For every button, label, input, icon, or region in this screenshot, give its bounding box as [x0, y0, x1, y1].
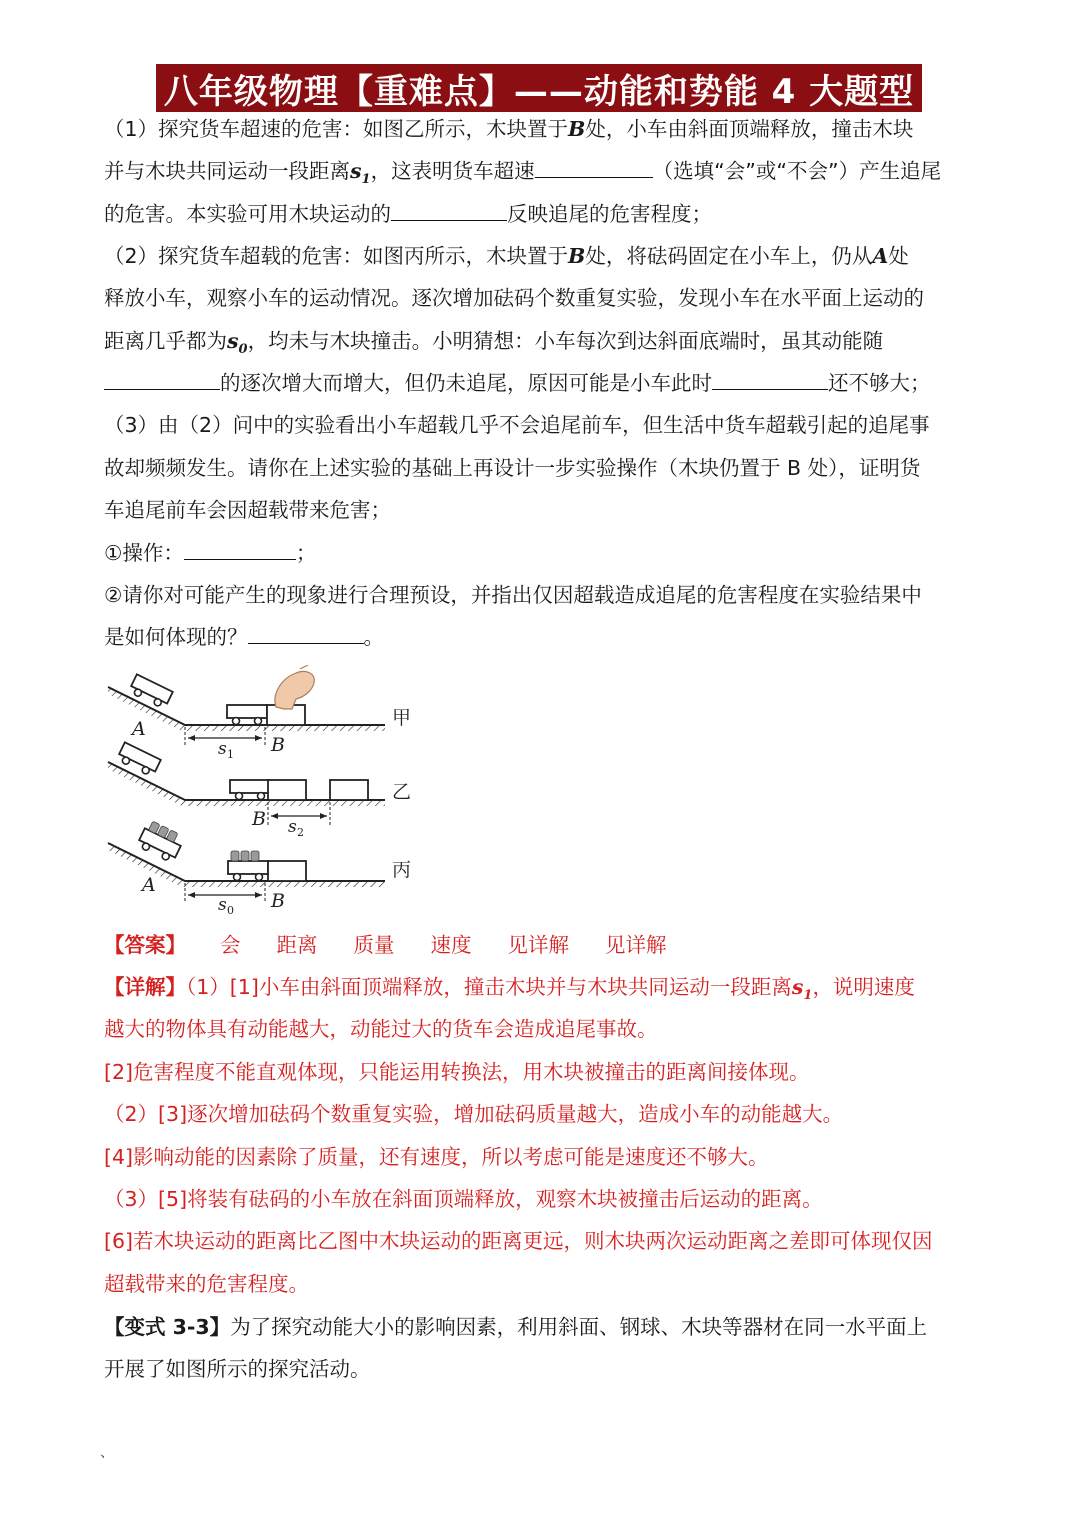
cart-at-block	[230, 780, 270, 800]
label-s2: s	[288, 817, 297, 837]
explanation-line-2: 越大的物体具有动能越大，动能过大的货车会造成追尾事故。	[104, 1017, 658, 1041]
label-B-bing: B	[271, 890, 285, 912]
wood-block	[268, 861, 306, 881]
q3-operation-line: ①操作： ；	[104, 541, 317, 565]
label-yi: 乙	[392, 781, 412, 803]
answer-item: 见详解	[507, 933, 569, 957]
wood-block-moved	[330, 780, 368, 800]
weighted-cart-on-slope	[136, 819, 185, 863]
explanation-line-6: （3）[5]将装有砝码的小车放在斜面顶端释放，观察木块被撞击后运动的距离。	[104, 1187, 823, 1211]
label-A-jia: A	[132, 718, 146, 740]
explanation-line-1: 【详解】（1）[1]小车由斜面顶端释放，撞击木块并与木块共同运动一段距离$s_1$，说明速度	[104, 975, 915, 1004]
cart-at-block	[227, 705, 267, 725]
label-s1-sub: 1	[227, 748, 234, 761]
answer-label: 【答案】	[104, 933, 186, 957]
variant-label: 【变式 3-3】	[104, 1315, 231, 1339]
page-title: 八年级物理【重难点】——动能和势能 4 大题型	[156, 64, 922, 112]
q3-line-3: 车追尾前车会因超载带来危害；	[104, 498, 391, 522]
variant-line-2: 开展了如图所示的探究活动。	[104, 1357, 371, 1381]
q1-line-2: 并与木块共同运动一段距离$s_1$，这表明货车超速 （选填“会”或“不会”）产生追尾	[104, 159, 942, 188]
explanation-label: 【详解】	[104, 975, 186, 999]
setup-yi	[108, 742, 385, 825]
label-s2-sub: 2	[297, 826, 304, 839]
experiment-diagram	[100, 665, 430, 920]
answer-blank-4[interactable]	[712, 369, 828, 390]
explanation-line-3: [2]危害程度不能直观体现，只能运用转换法，用木块被撞击的距离间接体现。	[104, 1060, 810, 1084]
q2-line-2: 释放小车，观察小车的运动情况。逐次增加砝码个数重复实验，发现小车在水平面上运动的	[104, 286, 924, 310]
answer-line	[104, 930, 703, 960]
label-s1: s	[218, 739, 227, 759]
q3-line-1: （3）由（2）问中的实验看出小车超载几乎不会追尾前车，但生活中货车超载引起的追尾事	[104, 413, 930, 437]
answer-blank-2[interactable]	[391, 200, 507, 221]
q3-prediction-line-1: ②请你对可能产生的现象进行合理预设，并指出仅因超载造成追尾的危害程度在实验结果中	[104, 583, 922, 607]
explanation-line-8: 超载带来的危害程度。	[104, 1272, 309, 1296]
explanation-line-7: [6]若木块运动的距离比乙图中木块运动的距离更远，则木块两次运动距离之差即可体现仅因	[104, 1229, 933, 1253]
stray-mark: 、	[100, 1445, 114, 1461]
variant-line-1: 【变式 3-3】为了探究动能大小的影响因素，利用斜面、钢球、木块等器材在同一水平面上	[104, 1315, 928, 1339]
q3-line-2: 故却频频发生。请你在上述实验的基础上再设计一步实验操作（木块仍置于 B 处），证明货	[104, 456, 921, 480]
setup-jia	[108, 665, 385, 745]
answer-item: 速度	[430, 933, 472, 957]
answer-item: 见详解	[605, 933, 667, 957]
label-s0: s	[218, 895, 227, 915]
answer-blank-6[interactable]	[248, 623, 364, 644]
label-s0-sub: 0	[227, 904, 234, 917]
label-bing: 丙	[392, 859, 412, 881]
hand-icon	[275, 665, 314, 709]
label-B-jia: B	[271, 734, 285, 756]
q1-line-1: （1）探究货车超速的危害：如图乙所示，木块置于B处，小车由斜面顶端释放，撞击木块	[104, 117, 914, 141]
answer-item: 距离	[276, 933, 318, 957]
answer-item: 会	[220, 933, 241, 957]
explanation-line-4: （2）[3]逐次增加砝码个数重复实验，增加砝码质量越大，造成小车的动能越大。	[104, 1102, 844, 1126]
answer-blank-5[interactable]	[184, 539, 296, 560]
q1-line-3: 的危害。本实验可用木块运动的 反映追尾的危害程度；	[104, 202, 712, 226]
q2-line-3: 距离几乎都为$s_0$，均未与木块撞击。小明猜想：小车每次到达斜面底端时，虽其动能随	[104, 329, 884, 358]
answer-item: 质量	[353, 933, 395, 957]
weighted-cart-at-block	[228, 851, 268, 881]
label-B-yi: B	[252, 808, 266, 830]
answer-blank-3[interactable]	[104, 369, 220, 390]
label-jia: 甲	[392, 707, 412, 729]
answer-blank-1[interactable]	[535, 157, 653, 178]
label-A-bing: A	[142, 874, 156, 896]
wood-block	[268, 780, 306, 800]
q2-line-4: 的逐次增大而增大，但仍未追尾，原因可能是小车此时 还不够大；	[104, 368, 931, 398]
q2-line-1: （2）探究货车超载的危害：如图丙所示，木块置于B处，将砝码固定在小车上，仍从A处	[104, 244, 909, 268]
explanation-line-5: [4]影响动能的因素除了质量，还有速度，所以考虑可能是速度还不够大。	[104, 1145, 769, 1169]
q3-prediction-line-2: 是如何体现的？ 。	[104, 625, 384, 649]
